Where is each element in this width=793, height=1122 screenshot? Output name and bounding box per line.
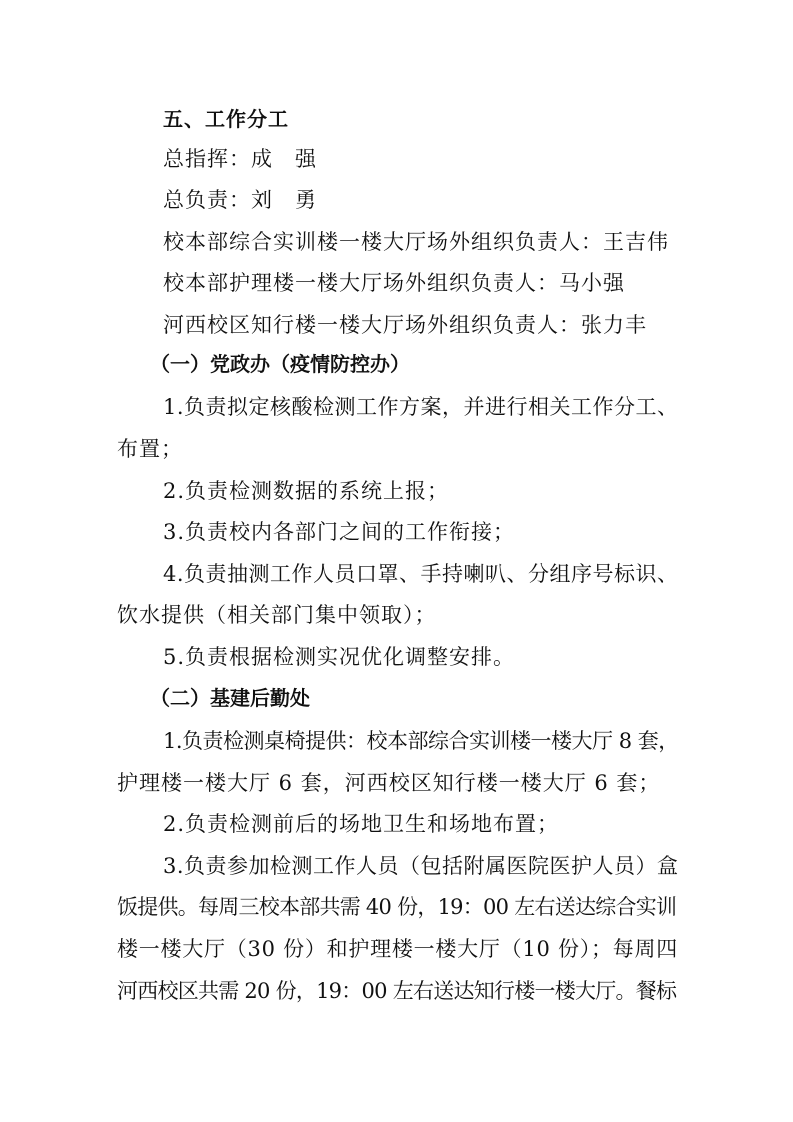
office1-item5: 5.负责根据检测实况优化调整安排。	[163, 645, 516, 669]
commander-line: 总指挥：成 强	[163, 147, 317, 171]
section-title: 五、工作分工	[163, 107, 289, 131]
office1-item3: 3.负责校内各部门之间的工作衔接；	[163, 520, 516, 544]
lead-main-training-line: 校本部综合实训楼一楼大厅场外组织负责人：王吉伟	[163, 230, 669, 254]
office1-item4-line1: 4.负责抽测工作人员口罩、手持喇叭、分组序号标识、	[163, 562, 679, 586]
office1-item2: 2.负责检测数据的系统上报；	[163, 479, 450, 503]
office1-title: （一）党政办（疫情防控办）	[150, 352, 410, 376]
lead-main-nursing-line: 校本部护理楼一楼大厅场外组织负责人：马小强	[163, 271, 625, 295]
office2-title: （二）基建后勤处	[150, 686, 310, 710]
office2-item2: 2.负责检测前后的场地卫生和场地布置；	[163, 812, 560, 836]
office1-item1-line2: 布置；	[117, 437, 183, 461]
lead-hexi-line: 河西校区知行楼一楼大厅场外组织负责人：张力丰	[163, 313, 647, 337]
chief-line: 总负责：刘 勇	[163, 188, 317, 212]
office2-item3-line1: 3.负责参加检测工作人员（包括附属医院医护人员）盒	[163, 854, 679, 878]
office1-item1-line1: 1.负责拟定核酸检测工作方案，并进行相关工作分工、	[163, 395, 679, 419]
office1-item4-line2: 饮水提供（相关部门集中领取）；	[117, 603, 437, 627]
office2-item3-line4: 河西校区共需 20 份，19：00 左右送达知行楼一楼大厅。餐标	[117, 979, 677, 1003]
office2-item1-line1: 1.负责检测桌椅提供：校本部综合实训楼一楼大厅 8 套，	[163, 729, 679, 753]
office2-item1-line2: 护理楼一楼大厅 6 套，河西校区知行楼一楼大厅 6 套；	[117, 771, 661, 795]
office2-item3-line3: 楼一楼大厅（30 份）和护理楼一楼大厅（10 份）；每周四	[117, 937, 679, 961]
office2-item3-line2: 饭提供。每周三校本部共需 40 份，19：00 左右送达综合实训	[117, 895, 677, 919]
